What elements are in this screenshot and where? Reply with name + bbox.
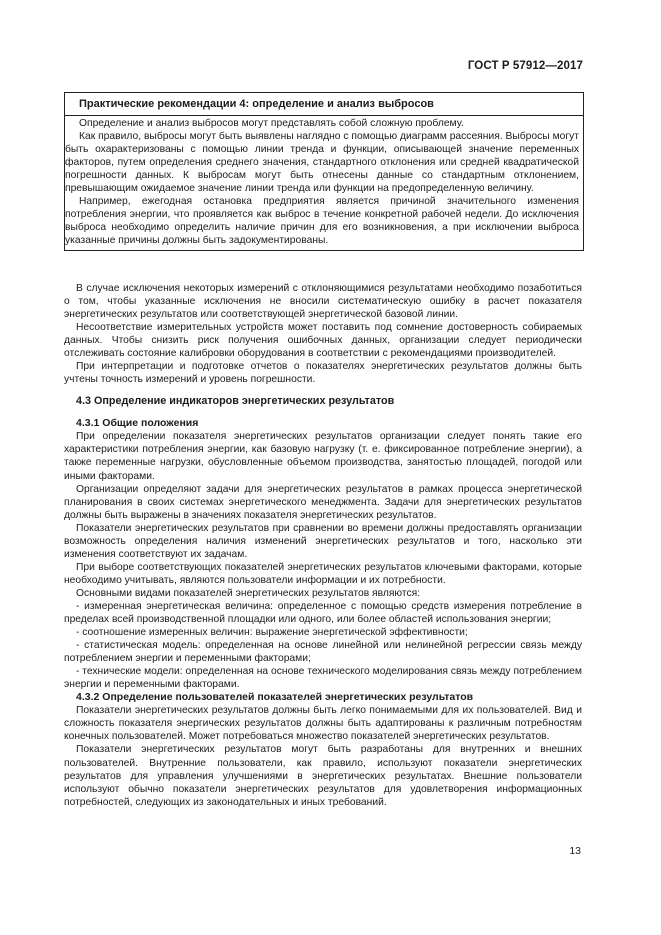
section-heading: 4.3 Определение индикаторов энергетических результатов [76, 395, 395, 408]
standard-id: ГОСТ Р 57912—2017 [467, 60, 583, 72]
paragraph: Показатели энергетических результатов должны быть легко понимаемыми для их пользователей. Вид и сложность показателя энергических результатов должны быть адаптированы к различным потребностям конечных пользователей. Может потребоваться множество показателей энергетических результатов. [64, 705, 582, 743]
paragraph: Определение и анализ выбросов могут представлять собой сложную проблему. [79, 118, 464, 129]
paragraph: В случае исключения некоторых измерений с отклоняющимися результатами необходимо позаботиться о том, чтобы указанные исключения не вносили систематическую ошибку в расчет показателя энергетических результатов или соответствующей энергетической базовой линии. [64, 283, 582, 321]
list-item: - измеренная энергетическая величина: определенное с помощью средств измерения потребление в пределах всей производственной площадки или одного, или более областей использования энергии; [64, 600, 582, 626]
recommendation-body [65, 116, 583, 250]
main-text [64, 282, 582, 809]
list-item: - соотношение измеренных величин: выражение энергетической эффективности; [76, 627, 468, 639]
list-item: - технические модели: определенная на основе технического моделирования связь между потреблением энергии и переменными факторами. [64, 666, 582, 691]
recommendation-box [64, 92, 584, 251]
paragraph: Основными видами показателей энергетических результатов являются: [76, 587, 421, 599]
subsection-heading: 4.3.2 Определение пользователей показателей энергетических результатов [76, 691, 474, 704]
paragraph: Например, ежегодная остановка предприятия является причиной значительного изменения потребления энергии, что проявляется как выброс в течение конкретной рабочей недели. До исключения выброса необходимо определить наличие причин для его возникновения, а при исключении выброса указанные причины должны быть задокументированы. [65, 196, 579, 247]
list-item: - статистическая модель: определенная на основе линейной или нелинейной регрессии связь между потреблением энергии и переменными факторами; [64, 640, 582, 665]
paragraph: Несоответствие измерительных устройств может поставить под сомнение достоверность собираемых данных. Чтобы снизить риск получения ошибочных данных, организации следует периодически отслеживать состояние калибровки оборудования в соответствии с рекомендациями производителей. [64, 322, 582, 360]
paragraph: При выборе соответствующих показателей энергетических результатов ключевыми факторами, которые необходимо учитывать, являются пользователи информации и их потребности. [64, 561, 582, 586]
page-number: 13 [569, 845, 581, 857]
paragraph: При определении показателя энергетических результатов организации следует понять такие его характеристики потребления энергии, как базовую нагрузку (т. е. фиксированное потребление энергии), а также переменные нагрузки, обусловленные объемом производства, занятостью площадей, погодой или иными факторами. [64, 431, 582, 482]
paragraph: Организации определяют задачи для энергетических результатов в рамках процесса энергетической планирования в своих системах энергетического менеджмента. Задачи для энергетических результатов должны быть выражены в значениях показателя энергетических результатов. [64, 483, 582, 521]
subsection-heading: 4.3.1 Общие положения [76, 417, 199, 430]
paragraph: Показатели энергетических результатов при сравнении во времени должны предоставлять организации возможность определения наличия изменений энергетических результатов и того, насколько эти изменения соответствуют их задачам. [64, 522, 582, 560]
paragraph: При интерпретации и подготовке отчетов о показателях энергетических результатов должны быть учтены точность измерений и уровень погрешности. [64, 361, 582, 386]
paragraph: Показатели энергетических результатов могут быть разработаны для внутренних и внешних пользователей. Внутренние пользователи, как правило, используют показатели энергетических результатов для управления улучшениями в энергетических результатах. Внешние пользователи используют обычно показатели энергетических результатов для удовлетворения информационных потребностей, следующих из законодательных и иных требований. [64, 744, 582, 808]
recommendation-title: Практические рекомендации 4: определение и анализ выбросов [65, 93, 583, 116]
paragraph: Как правило, выбросы могут быть выявлены наглядно с помощью диаграмм рассеяния. Выбросы могут быть охарактеризованы с помощью линии тренда и функции, описывающей значение переменных факторов, путем определения среднего значения, стандартного отклонения или средней квадратической погрешности данных. К выбросам могут быть отнесены данные со стандартным отклонением, превышающим ожидаемое значение линии тренда или функции на предопределенную величину. [65, 131, 579, 195]
